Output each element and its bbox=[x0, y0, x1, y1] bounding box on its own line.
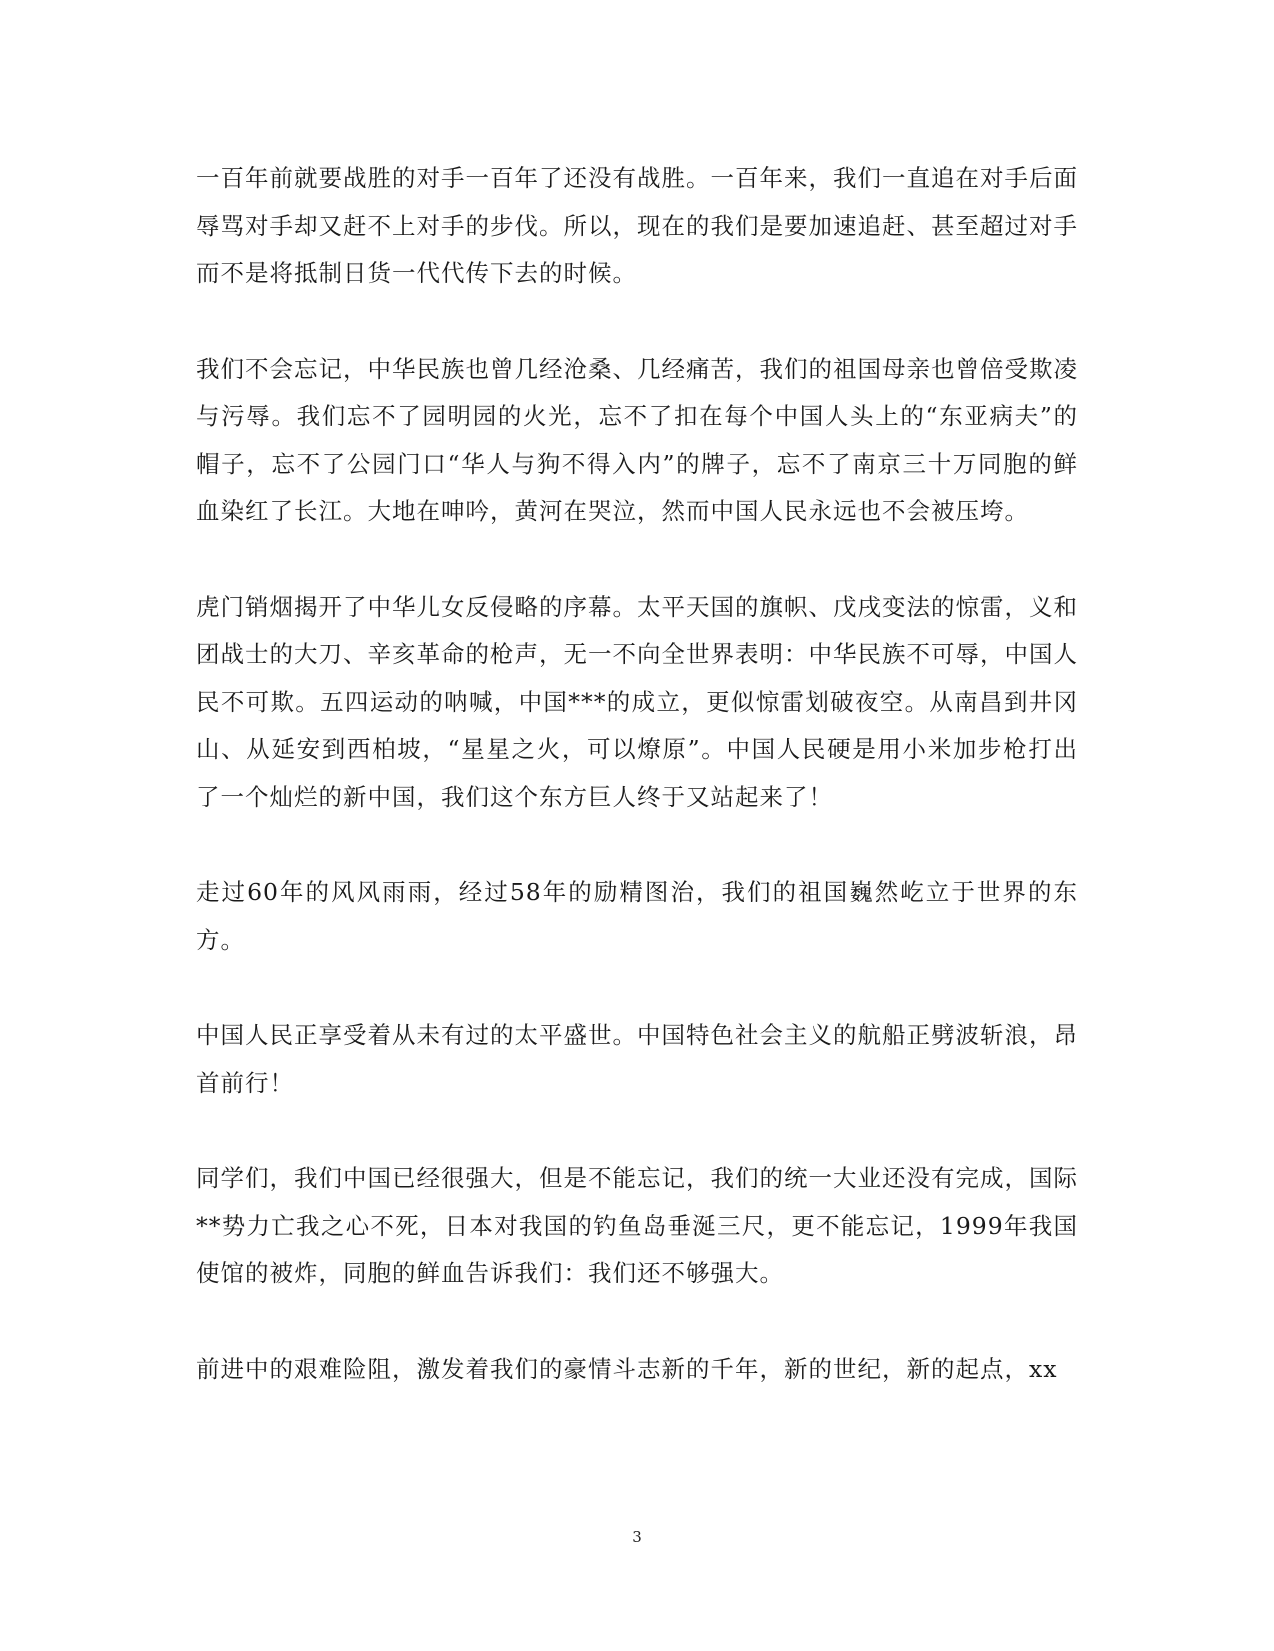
paragraph: 走过60年的风风雨雨，经过58年的励精图治，我们的祖国巍然屹立于世界的东方。 bbox=[196, 878, 1078, 954]
paragraph: 前进中的艰难险阻，激发着我们的豪情斗志新的千年，新的世纪，新的起点，xx bbox=[196, 1354, 1058, 1383]
paragraph: 中国人民正享受着从未有过的太平盛世。中国特色社会主义的航船正劈波斩浪，昂首前行！ bbox=[196, 1021, 1078, 1097]
paragraph: 虎门销烟揭开了中华儿女反侵略的序幕。太平天国的旗帜、戊戌变法的惊雷，义和团战士的大刀、辛亥革命的枪声，无一不向全世界表明：中华民族不可辱，中国人民不可欺。五四运动的呐喊，中国***的成立，更似惊雷划破夜空。从南昌到井冈山、从延安到西柏坡，“星星之火，可以燎原”。中国人民硬是用小米加步枪打出了一个灿烂的新中国，我们这个东方巨人终于又站起来了！ bbox=[196, 592, 1078, 811]
paragraph: 一百年前就要战胜的对手一百年了还没有战胜。一百年来，我们一直追在对手后面辱骂对手却又赶不上对手的步伐。所以，现在的我们是要加速追赶、甚至超过对手而不是将抵制日货一代代传下去的时候。 bbox=[196, 164, 1078, 287]
paragraph: 同学们，我们中国已经很强大，但是不能忘记，我们的统一大业还没有完成，国际**势力亡我之心不死，日本对我国的钓鱼岛垂涎三尺，更不能忘记，1999年我国使馆的被炸，同胞的鲜血告诉我们：我们还不够强大。 bbox=[196, 1164, 1078, 1287]
body-text bbox=[196, 155, 1078, 1441]
paragraph: 我们不会忘记，中华民族也曾几经沧桑、几经痛苦，我们的祖国母亲也曾倍受欺凌与污辱。我们忘不了园明园的火光，忘不了扣在每个中国人头上的“东亚病夫”的帽子，忘不了公园门口“华人与狗不得入内”的牌子，忘不了南京三十万同胞的鲜血染红了长江。大地在呻吟，黄河在哭泣，然而中国人民永远也不会被压垮。 bbox=[196, 354, 1078, 525]
page-number: 3 bbox=[632, 1528, 642, 1546]
